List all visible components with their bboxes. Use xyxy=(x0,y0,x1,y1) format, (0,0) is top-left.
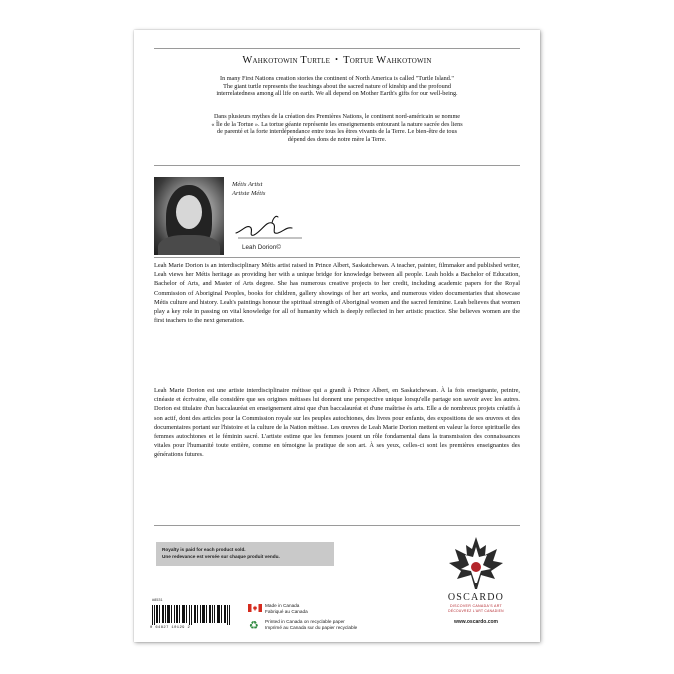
made-en: Made in Canada xyxy=(265,603,300,608)
product-code: #8531 xyxy=(152,598,163,602)
artist-photo xyxy=(154,177,224,255)
brand-url[interactable]: www.oscardo.com xyxy=(454,619,498,625)
recycled-en: Printed in Canada on recyclable paper xyxy=(265,619,345,624)
intro-fr-line: « Île de la Tortue ». La tortue géante représente les enseignements entourant la nature sacrée des liens xyxy=(211,120,463,128)
intro-en-line: In many First Nations creation stories the continent of North America is called "Turtle Island." xyxy=(220,75,454,82)
artist-name: Leah Dorion© xyxy=(242,244,281,251)
barcode xyxy=(152,605,232,625)
bio-english: Leah Marie Dorion is an interdisciplinary Métis artist raised in Prince Albert, Saskatchewan. A teacher, painter, filmmaker and published writer, Leah views her Métis heritage as providing her with a unique bridge for knowledge between all people. Leah holds a Bachelor of Education, Bachelor of Arts, and Master of Arts degree. She has numerous creative projects to her credit, including academic papers for the Royal Commission of Aboriginal Peoples, books for children, gallery showings of her art works, and numerous video documentaries that showcase Métis culture and history. Leah's paintings honour the spiritual strength of Aboriginal women and the sacred feminine. Leah believes that women play a key role in passing on vital knowledge for all of humanity which is deeply reflected in her artistic practice. She believes women are the first teachers to the next generation. xyxy=(154,262,520,325)
top-rule xyxy=(154,48,520,49)
intro-en-line: The giant turtle represents the teachings about the sacred nature of kinship and the profound xyxy=(223,82,451,90)
intro-en-line: interrelatedness among all life on earth. We all depend on Mother Earth's gifts for our well-being. xyxy=(216,90,458,98)
recycled-fr: Imprimé au Canada sur du papier recyclable xyxy=(265,625,358,630)
intro-fr-line: dépend des dons de notre mère la Terre. xyxy=(287,135,387,143)
intro-fr-line: Dans plusieurs mythes de la création des Premières Nations, le continent nord-américain se nomme xyxy=(213,113,461,120)
intro-english xyxy=(154,75,520,98)
middle-rule xyxy=(154,165,520,166)
recycle-icon: ♻ xyxy=(249,619,259,632)
brand-tagline-fr: DÉCOUVREZ L'ART CANADIEN xyxy=(448,609,504,613)
product-title xyxy=(134,55,540,66)
brand-name: OSCARDO xyxy=(447,592,505,603)
card-back xyxy=(134,30,540,642)
artist-signature xyxy=(232,211,306,241)
made-fr: Fabriqué au Canada xyxy=(265,609,308,614)
royalty-en: Royalty is paid for each product sold. xyxy=(162,547,246,552)
artist-role-en: Métis Artist xyxy=(232,181,263,188)
brand-tagline-en: DISCOVER CANADA'S ART xyxy=(449,604,503,608)
bio-rule xyxy=(154,257,520,258)
recyclable-notice xyxy=(265,619,357,631)
royalty-notice xyxy=(156,542,334,566)
title-english: Wahkotowin Turtle xyxy=(242,55,331,66)
bio-french: Leah Marie Dorion est une artiste interdisciplinaire métisse qui a grandi à Prince Albert, en Saskatchewan. À la fois enseignante, peintre, cinéaste et écrivaine, elle considère que ses origines métisses lui donnent une perspective unique lorsqu'elle partage son savoir avec les autres. Dorion est titulaire d'un baccalauréat en enseignement ainsi que d'un baccalauréat et d'une maîtrise ès arts. Elle a de nombreux projets créatifs à son actif, dont des articles pour la Commission royale sur les peuples autochtones, des livres pour enfants, des expositions de ses œuvres et des documentaires portant sur l'histoire et la culture de la Nation métisse. Les œuvres de Leah Marie Dorion mettent en valeur la force spirituelle des femmes autochtones et le féminin sacré. L'artiste estime que les femmes jouent un rôle fondamental dans la transmission des connaissances vitales pour l'humanité toute entière, comme en témoigne la pratique de son art. À ses yeux, celles-ci sont les premières enseignantes des générations futures. xyxy=(154,387,520,459)
intro-fr-line: de parenté et la forte interdépendance entre tous les êtres vivants de la Terre. Le bien-être de tous xyxy=(217,128,457,136)
made-in-canada xyxy=(265,603,308,615)
royalty-fr: Une redevance est versée sur chaque produit vendu. xyxy=(162,554,280,559)
title-separator: • xyxy=(335,55,339,64)
intro-french xyxy=(154,113,520,143)
canada-flag-icon xyxy=(248,604,262,612)
title-french: Tortue Wahkotowin xyxy=(343,55,432,66)
bottom-rule xyxy=(154,525,520,526)
barcode-digits: 0 64827 10129 2 xyxy=(150,626,191,630)
oscardo-logo-icon xyxy=(441,535,511,591)
artist-role-fr: Artiste Métis xyxy=(232,190,266,197)
